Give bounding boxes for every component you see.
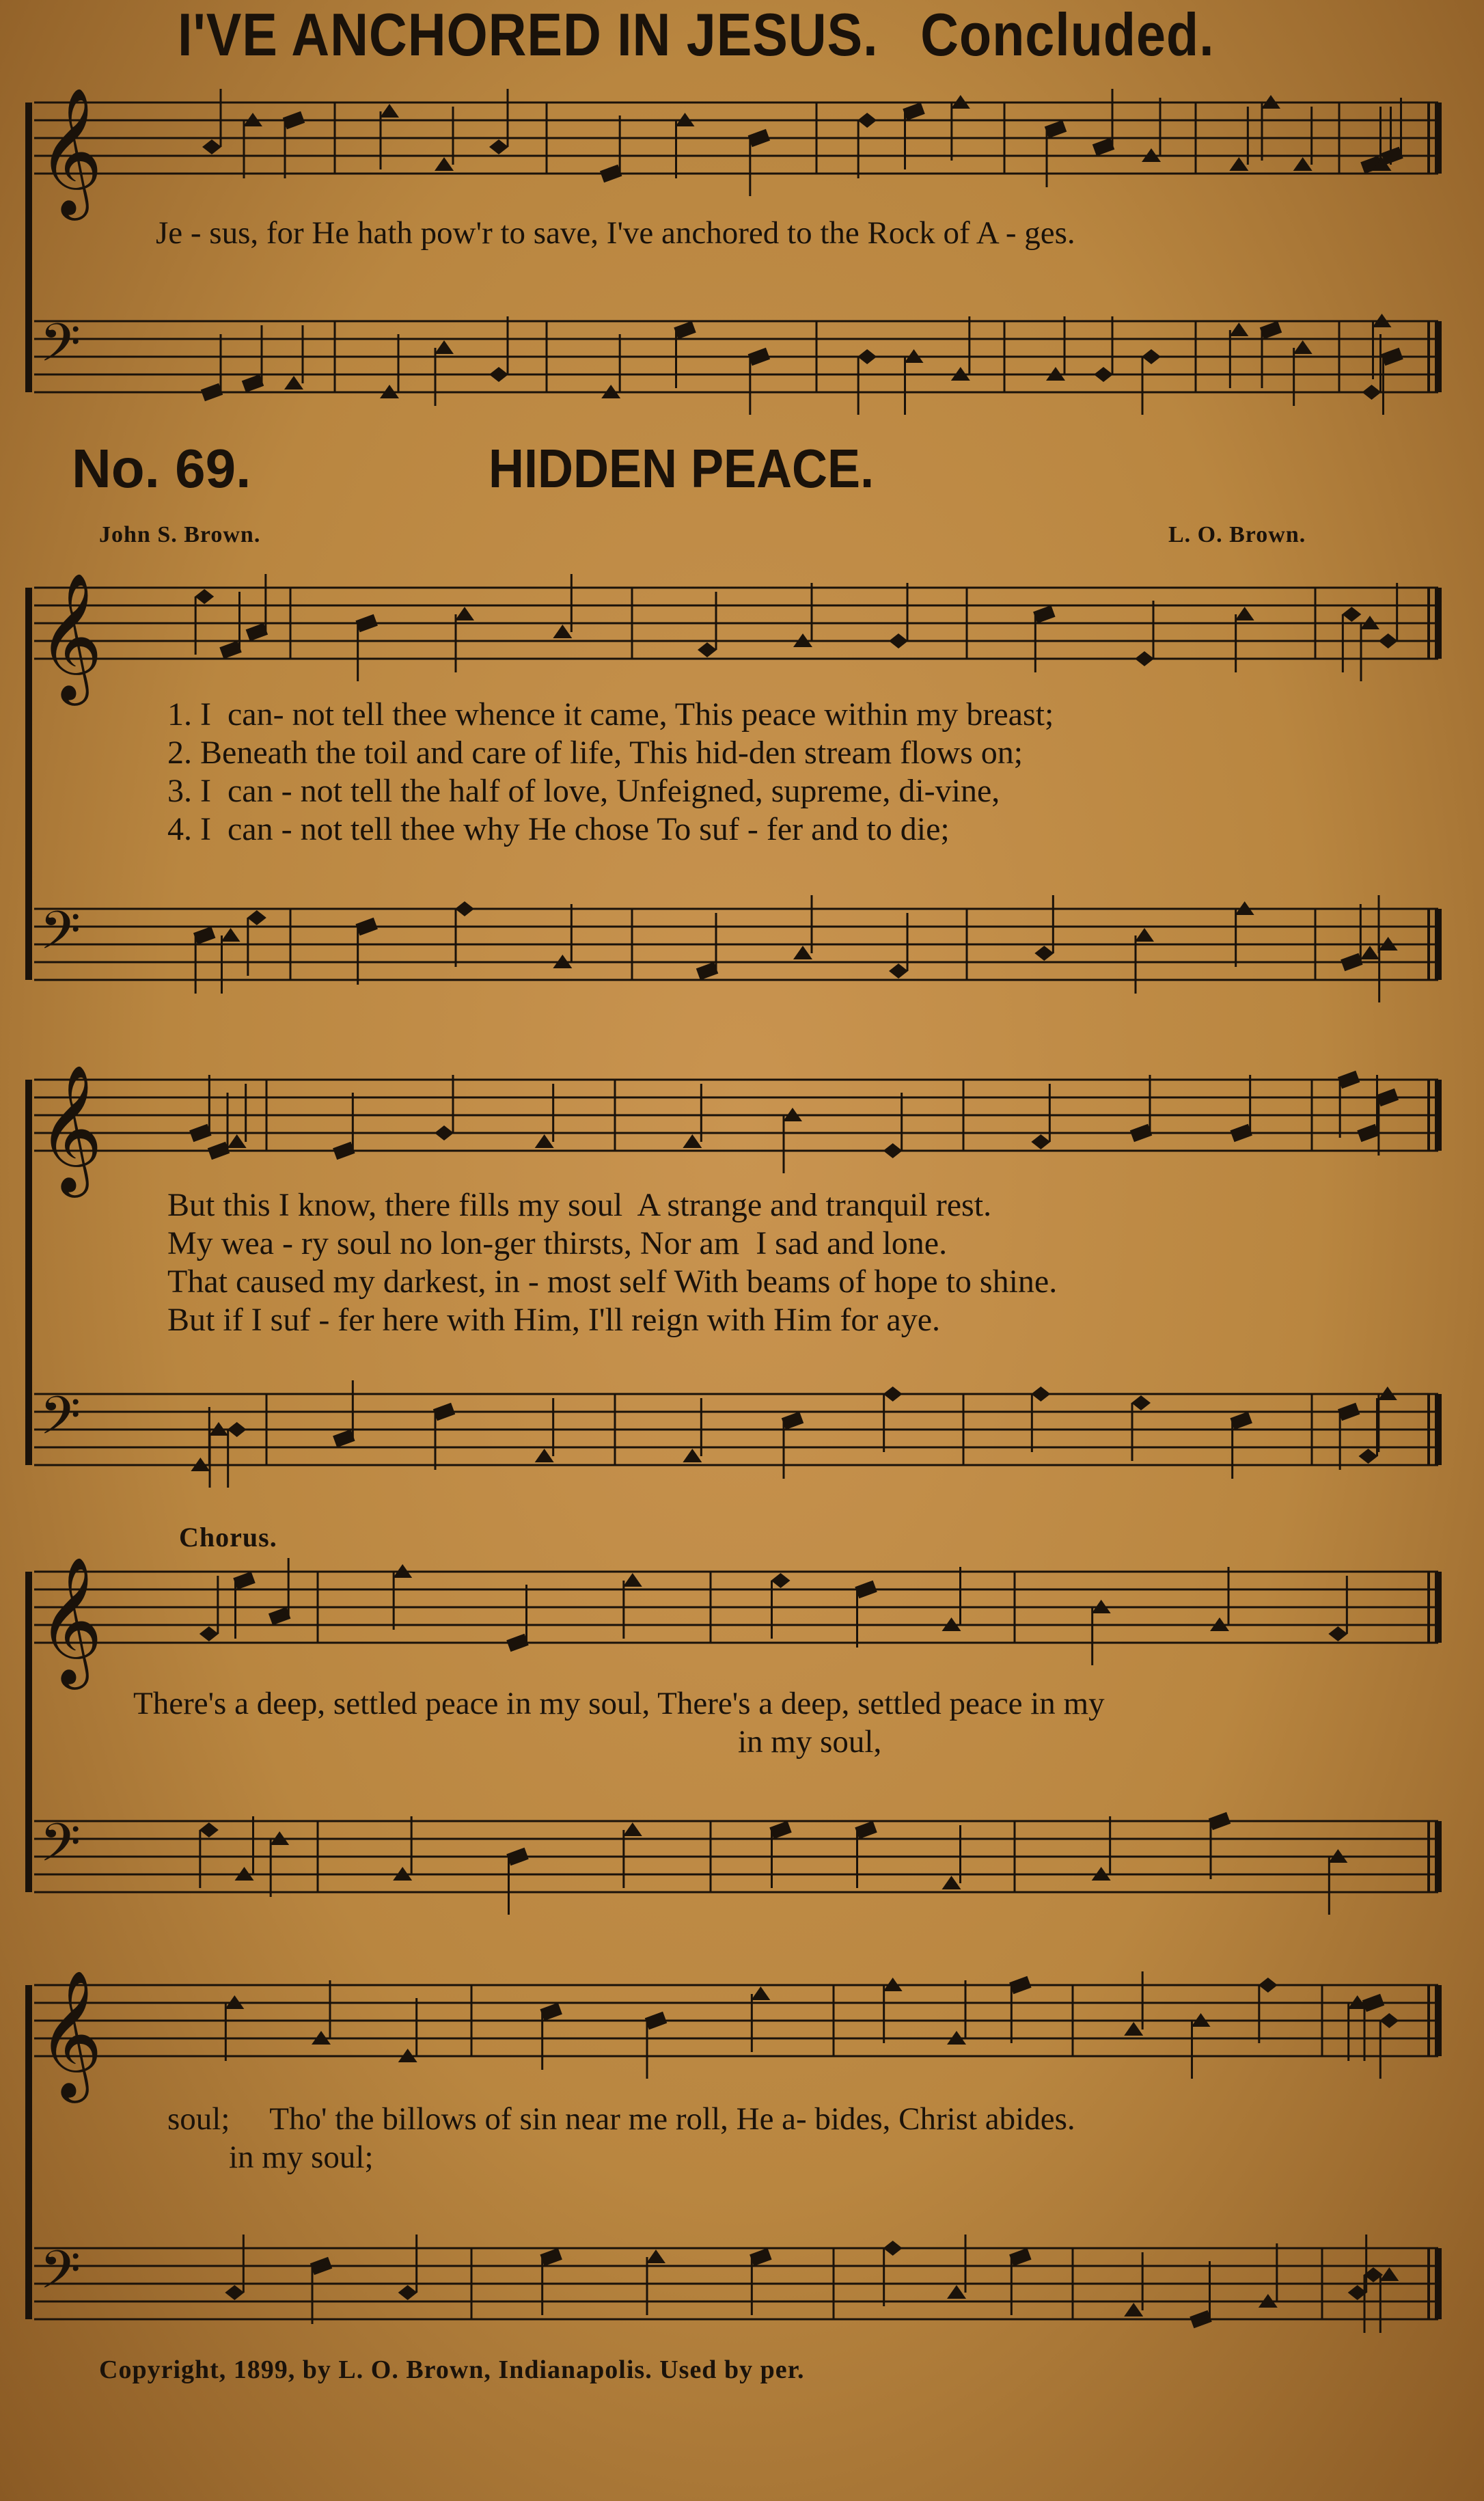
system-verse-a-treble-note <box>1342 607 1361 622</box>
concluded-lyric-line: Je - sus, for He hath pow'r to save, I've anchored to the Rock of A - ges. <box>156 215 1075 251</box>
system-verse-a-treble-note <box>1033 605 1055 623</box>
system-verse-a-treble-note <box>1379 633 1398 648</box>
system-verse-b-treble-note <box>228 1134 247 1148</box>
system-verse-a-bass-note <box>221 928 241 942</box>
system-concluded-bass-note <box>489 367 508 382</box>
system-chorus-a-bass-note <box>769 1821 791 1839</box>
system-concluded-bass-note <box>1229 323 1248 336</box>
system-chorus-a-bass-note <box>942 1876 961 1889</box>
system-chorus-a-treble-note <box>200 1626 219 1641</box>
system-verse-a-treble-note <box>195 589 214 604</box>
hymn-title: HIDDEN PEACE. <box>489 438 875 499</box>
system-verse-b-treble-note <box>189 1124 211 1142</box>
system-concluded-bass-note <box>1260 321 1282 339</box>
system-verse-a-bass-note <box>1341 953 1362 971</box>
continued-title-text: I'VE ANCHORED IN JESUS. <box>178 1 879 68</box>
system-verse-b-treble-note <box>435 1125 454 1140</box>
verse-2-line-a: 2. Beneath the toil and care of life, This hid-den stream flows on; <box>167 735 1023 771</box>
system-verse-a-treble-note <box>553 625 572 638</box>
system-chorus-a-bass-note <box>1209 1812 1231 1830</box>
system-verse-a-treble-note <box>455 607 474 620</box>
system-concluded-treble-note <box>857 113 877 128</box>
system-verse-a-treble-note <box>1235 607 1254 620</box>
system-chorus-b-treble-note <box>1009 1976 1031 1994</box>
system-verse-b-bass-note <box>1131 1395 1151 1410</box>
system-chorus-b-bass-note <box>947 2285 966 2299</box>
system-verse-a-treble-note <box>246 623 268 641</box>
system-chorus-a-bass-clef: 𝄢 <box>40 1812 81 1887</box>
system-chorus-b-treble-note <box>1362 1994 1384 2012</box>
composer-credit: L. O. Brown. <box>1168 522 1306 547</box>
system-chorus-b-bass-note <box>310 2257 332 2275</box>
system-chorus-a-bass-staff <box>34 1821 1438 1892</box>
system-concluded-treble-note <box>380 104 399 118</box>
system-verse-b-bass-note <box>333 1430 355 1447</box>
system-chorus-b-treble-note <box>1379 2013 1399 2028</box>
system-chorus-b-bass-note <box>883 2241 903 2256</box>
system-chorus-a-treble-note <box>233 1572 255 1589</box>
system-chorus-b-bass-staff <box>34 2248 1438 2319</box>
system-verse-a-treble-note <box>355 614 377 632</box>
system-verse-b-treble-note <box>208 1142 230 1160</box>
system-verse-a-bass-note <box>1135 928 1154 942</box>
system-chorus-b-treble-note <box>1124 2022 1143 2036</box>
system-chorus-b-bass-note <box>1124 2303 1143 2316</box>
verse-1-line-a: 1. I can- not tell thee whence it came, This peace within my breast; <box>167 696 1054 733</box>
system-chorus-b-bass-clef: 𝄢 <box>40 2239 81 2314</box>
verse-2-line-b: My wea - ry soul no lon-ger thirsts, Nor am I sad and lone. <box>167 1225 948 1261</box>
system-concluded-bass-clef: 𝄢 <box>40 312 81 387</box>
lyricist-credit: John S. Brown. <box>99 522 261 547</box>
system-chorus-a-bass-note <box>623 1822 642 1836</box>
system-verse-a-treble-note <box>219 641 241 659</box>
system-concluded-bass-note <box>1362 385 1382 400</box>
chorus-line-2-sub: in my soul; <box>229 2140 374 2175</box>
system-chorus-b-bass-note <box>750 2248 771 2266</box>
system-verse-b-treble-note <box>1357 1124 1379 1142</box>
system-concluded-treble-note <box>489 139 508 154</box>
verse-1-line-b: But this I know, there fills my soul A strange and tranquil rest. <box>167 1187 992 1223</box>
system-verse-b-bass-note <box>883 1386 903 1402</box>
copyright-notice: Copyright, 1899, by L. O. Brown, Indianapolis. Used by per. <box>99 2355 805 2384</box>
system-chorus-b-treble-note <box>645 2012 667 2030</box>
system-verse-a-bass-note <box>455 901 474 916</box>
system-verse-b-bass-note <box>782 1412 803 1430</box>
system-concluded-treble-note <box>283 111 305 129</box>
system-verse-a-bass-note <box>1034 946 1054 961</box>
system-verse-a-bass-note <box>247 910 266 925</box>
system-verse-b-treble-note <box>1230 1124 1252 1142</box>
system-chorus-b-treble-staff <box>34 1985 1438 2056</box>
system-verse-b-treble-note <box>1338 1071 1360 1089</box>
system-chorus-b-bass-note <box>398 2285 417 2300</box>
system-chorus-b-bass-note <box>1190 2310 1211 2328</box>
system-concluded-treble-note <box>202 139 221 154</box>
system-verse-b-bass-note <box>683 1449 702 1462</box>
system-verse-b-bass-note <box>1359 1449 1378 1464</box>
system-chorus-a-treble-note <box>269 1607 290 1625</box>
system-chorus-a-treble-note <box>623 1573 642 1587</box>
system-verse-b-treble-clef: 𝄞 <box>38 1064 103 1192</box>
system-chorus-b-treble-note <box>751 1986 770 2000</box>
system-verse-a-bass-note <box>793 946 812 959</box>
system-concluded-treble-note <box>1229 157 1248 171</box>
system-concluded-treble-note <box>600 165 622 182</box>
system-concluded-treble-note <box>435 157 454 171</box>
system-chorus-b-bass-note <box>1379 2267 1399 2281</box>
system-concluded-bass-note <box>748 348 770 366</box>
system-chorus-b-treble-clef: 𝄞 <box>38 1969 103 2098</box>
system-verse-a-bass-note <box>355 918 377 935</box>
system-chorus-b-bass-note <box>540 2248 562 2266</box>
system-concluded-bass-note <box>284 376 303 390</box>
system-verse-a-treble-note <box>1135 651 1154 666</box>
verse-3-line-a: 3. I can - not tell the half of love, Unfeigned, supreme, di-vine, <box>167 773 1000 809</box>
system-concluded-bass-note <box>857 349 877 364</box>
system-verse-a-treble-clef: 𝄞 <box>38 572 103 700</box>
system-verse-b-bass-clef: 𝄢 <box>40 1384 81 1460</box>
system-chorus-a-treble-note <box>1328 1626 1347 1641</box>
system-verse-b-treble-note <box>683 1134 702 1148</box>
system-concluded-treble-note <box>1045 120 1067 138</box>
system-verse-b-bass-note <box>1230 1412 1252 1430</box>
verse-4-line-b: But if I suf - fer here with Him, I'll reign with Him for aye. <box>167 1302 941 1338</box>
system-verse-a-bass-staff <box>34 909 1438 980</box>
system-concluded-bass-note <box>1381 348 1403 366</box>
system-chorus-a-treble-note <box>855 1581 877 1598</box>
system-chorus-a-treble-clef: 𝄞 <box>38 1556 103 1684</box>
system-verse-b-treble-note <box>333 1142 355 1160</box>
system-chorus-a-bass-note <box>200 1822 219 1837</box>
system-verse-b-treble-note <box>1031 1134 1050 1149</box>
system-concluded-treble-note <box>1093 138 1114 156</box>
system-verse-b-treble-note <box>1130 1124 1152 1142</box>
system-concluded-treble-note <box>903 102 924 120</box>
system-verse-a-bass-note <box>889 964 908 979</box>
system-chorus-a-bass-note <box>855 1821 877 1839</box>
system-verse-a-treble-note <box>698 642 717 657</box>
system-verse-b-bass-note <box>1338 1403 1360 1421</box>
system-verse-b-bass-note <box>535 1449 554 1462</box>
system-chorus-b-bass-note <box>1009 2248 1031 2266</box>
system-verse-b-treble-note <box>1377 1089 1399 1106</box>
chorus-line-2: soul; Tho' the billows of sin near me roll, He a- bides, Christ abides. <box>167 2101 1075 2137</box>
system-concluded-treble-note <box>748 129 770 147</box>
system-concluded-bass-note <box>1142 349 1161 364</box>
system-verse-a-bass-note <box>696 962 718 980</box>
system-verse-b-bass-note <box>433 1403 455 1421</box>
system-verse-a-bass-clef: 𝄢 <box>40 899 81 974</box>
system-concluded-bass-note <box>674 321 696 339</box>
system-concluded-bass-note <box>242 374 264 392</box>
system-chorus-b-treble-note <box>1259 1978 1278 1993</box>
system-verse-a-bass-note <box>1360 946 1379 959</box>
system-concluded-bass-note <box>1293 340 1313 354</box>
verse-4-line-a: 4. I can - not tell thee why He chose To suf - fer and to die; <box>167 811 950 847</box>
system-concluded-bass-note <box>1094 367 1113 382</box>
system-chorus-b-bass-note <box>225 2285 244 2300</box>
chorus-line-1-sub: in my soul, <box>738 1724 882 1760</box>
chorus-line-1: There's a deep, settled peace in my soul, There's a deep, settled peace in my <box>133 1686 1105 1721</box>
system-concluded-bass-note <box>435 340 454 354</box>
system-concluded-treble-note <box>1293 157 1313 171</box>
system-verse-a-treble-note <box>889 633 908 648</box>
concluded-label: Concluded. <box>920 1 1215 68</box>
system-verse-b-treble-note <box>535 1134 554 1148</box>
system-chorus-a-bass-note <box>506 1848 528 1866</box>
system-concluded-treble-note <box>1381 147 1403 165</box>
hymn-number: No. 69. <box>72 438 251 499</box>
system-chorus-a-treble-note <box>771 1573 791 1588</box>
verse-3-line-b: That caused my darkest, in - most self With beams of hope to shine. <box>167 1263 1058 1300</box>
system-concluded-bass-note <box>201 383 223 401</box>
system-verse-a-treble-staff <box>34 588 1438 659</box>
system-chorus-b-treble-note <box>540 2003 562 2021</box>
system-concluded-treble-clef: 𝄞 <box>38 87 103 215</box>
system-verse-b-bass-note <box>228 1422 247 1437</box>
system-verse-a-bass-note <box>193 927 215 944</box>
chorus-label: Chorus. <box>179 1522 277 1553</box>
system-verse-b-treble-note <box>883 1143 903 1158</box>
system-verse-b-bass-note <box>1031 1386 1050 1402</box>
system-chorus-b-bass-note <box>646 2250 665 2263</box>
continued-hymn-title <box>178 0 1215 70</box>
system-chorus-a-treble-note <box>506 1634 528 1652</box>
